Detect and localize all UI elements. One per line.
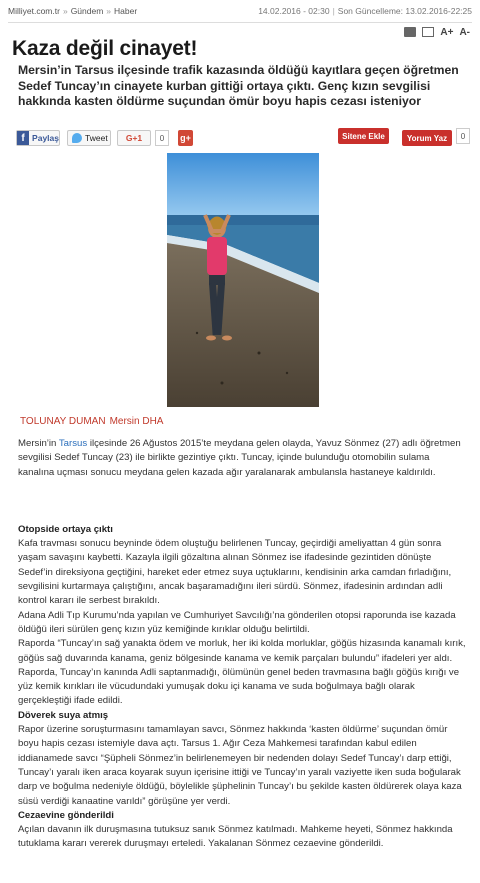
- subheading-otopsi: Otopside ortaya çıktı: [18, 523, 113, 535]
- breadcrumb-page[interactable]: Haber: [114, 6, 138, 16]
- breadcrumb: [8, 6, 137, 16]
- article-photo: [167, 153, 319, 407]
- print-icon[interactable]: [404, 27, 416, 37]
- photo-caption: [20, 416, 163, 427]
- font-increase-button[interactable]: A+: [440, 26, 454, 38]
- breadcrumb-site[interactable]: Milliyet.com.tr: [8, 6, 60, 16]
- reporter-name: TOLUNAY DUMAN: [20, 416, 106, 427]
- updated-date: Son Güncelleme: 13.02.2016-22:25: [337, 6, 472, 16]
- gplus-count: 0: [155, 130, 169, 146]
- breadcrumb-separator: »: [106, 6, 112, 16]
- twitter-share-label: Tweet: [85, 133, 108, 143]
- beach-photo: [167, 153, 319, 407]
- published-date: 14.02.2016 - 02:30: [258, 6, 330, 16]
- ad-spacer: [18, 480, 466, 523]
- news-agency: Mersin DHA: [109, 416, 164, 427]
- tarsus-link[interactable]: Tarsus: [58, 438, 88, 449]
- article-body: [18, 437, 466, 852]
- divider: [8, 22, 472, 23]
- facebook-icon: f: [17, 131, 29, 145]
- paragraph: Adana Adli Tıp Kurumu’nda yapılan ve Cumhuriyet Savcılığı’na gönderilen otopsi raporunda ise kazada öldüğü ileri sürülen genç kızın yüz kemiğinde kırıklar olduğu belirtildi.: [18, 609, 456, 635]
- article-lead: Mersin’in Tarsus ilçesinde trafik kazasında öldüğü kayıtlara geçen öğretmen Sedef Tuncay’ın cinayete kurban gittiği ortaya çıktı. Genç kızın sevgilisi hakkında kasten öldürme suçundan ömür boyu hapis cezası isteniyor: [18, 63, 459, 108]
- facebook-share-button[interactable]: [16, 130, 60, 146]
- paragraph: Raporda “Tuncay’ın sağ yanakta ödem ve morluk, her iki kolda morluklar, göğüs hizasında kanamalı kırık, göğüs sağ duvarında kanama, geniz bölgesinde kanama ve kemik parçaları bulundu” ifadeleri yer aldı. Raporda, Tuncay’ın kanında Adli saptanmadığı, ölümünün genel beden travmasına bağlı göğüs kırığı ve yüz kemik kırıkları ile vücudundaki yumuşak doku içi kanama ve suda boğulmaya bağlı olarak gerçekleştiği ifade edildi.: [18, 638, 466, 707]
- share-bar: [16, 130, 470, 147]
- subheading-doverek: Döverek suya atmış: [18, 709, 109, 721]
- article-dates: 14.02.2016 - 02:30 | Son Güncelleme: 13.02.2016-22:25: [258, 6, 472, 16]
- paragraph: Açılan davanın ilk duruşmasına tutuksuz sanık Sönmez katılmadı. Mahkeme heyeti, Sönmez hakkında tutuklama kararı vererek duruşmayı erteledi. Yakalanan Sönmez cezaevine gönderildi.: [18, 824, 453, 850]
- font-decrease-button[interactable]: A-: [459, 26, 470, 38]
- breadcrumb-separator: »: [62, 6, 68, 16]
- add-to-site-button[interactable]: Sitene Ekle: [338, 128, 389, 144]
- breadcrumb-section[interactable]: Gündem: [70, 6, 104, 16]
- gplus-icon[interactable]: g+: [178, 130, 193, 146]
- paragraph: Kafa travması sonucu beyninde ödem oluştuğu belirlenen Tuncay, geçirdiği ameliyattan 4 gün sonra yaşam savaşını kaybetti. Kazayla ilgili gözaltına alınan Sönmez ise ifadesinde gezintiden dönüşte Sedef’in direksiyona geçtiğini, hareket eder etmez suya uçtuklarını, kendisinin arka camdan fırladığını, sevgilisini kurtarmaya çalıştığını, ancak başaramadığını ileri sürdü. Sönmez, ifadesinin ardından adli kontrol kararı ile serbest bırakıldı.: [18, 538, 452, 607]
- article-title: Kaza değil cinayet!: [12, 37, 198, 60]
- paragraph: Mersin’in Tarsus ilçesinde 26 Ağustos 2015’te meydana gelen olayda, Yavuz Sönmez (27) adlı öğretmen sevgilisi Sedef Tuncay (23) ile birlikte gezintiye çıktı. Tuncay, içinde bulunduğu otomobilin sulama kanalına uçması sonucu meydana gelen kazada ağır yaralanarak ambulansla hastaneye kaldırıldı.: [18, 438, 461, 478]
- facebook-share-label: Paylaş: [32, 133, 59, 143]
- comment-count: 0: [456, 128, 470, 144]
- twitter-icon: [72, 133, 82, 143]
- gplus-button[interactable]: G+1: [117, 130, 151, 146]
- top-bar: [8, 6, 472, 20]
- article-tools: [404, 25, 470, 39]
- mail-icon[interactable]: [422, 27, 434, 37]
- write-comment-button[interactable]: Yorum Yaz: [402, 130, 452, 146]
- twitter-share-button[interactable]: [67, 130, 111, 146]
- paragraph: Rapor üzerine soruşturmasını tamamlayan savcı, Sönmez hakkında ‘kasten öldürme’ suçundan ömür boyu hapis cezası istemiyle dava açtı. Tarsus 1. Ağır Ceza Mahkemesi tarafından kabul edilen iddianamede savcı “Şüpheli Sönmez’in belirlenemeyen bir nedenden dolayı Sedef Tuncay’ı darp ettiği, Tuncay’ı yaralı iken araca koyarak suyun içerisine ittiği ve Tuncay’ın yaralı vaziyette iken suda boğularak darp ve boğulma nedeniyle öldüğü, böylelikle şüphelinin Tuncay’ı bu şekilde kasten öldürerek olaya kaza süsü verdiği kanaatine varıldı” görüşüne yer verdi.: [18, 724, 462, 807]
- subheading-cezaevi: Cezaevine gönderildi: [18, 809, 114, 821]
